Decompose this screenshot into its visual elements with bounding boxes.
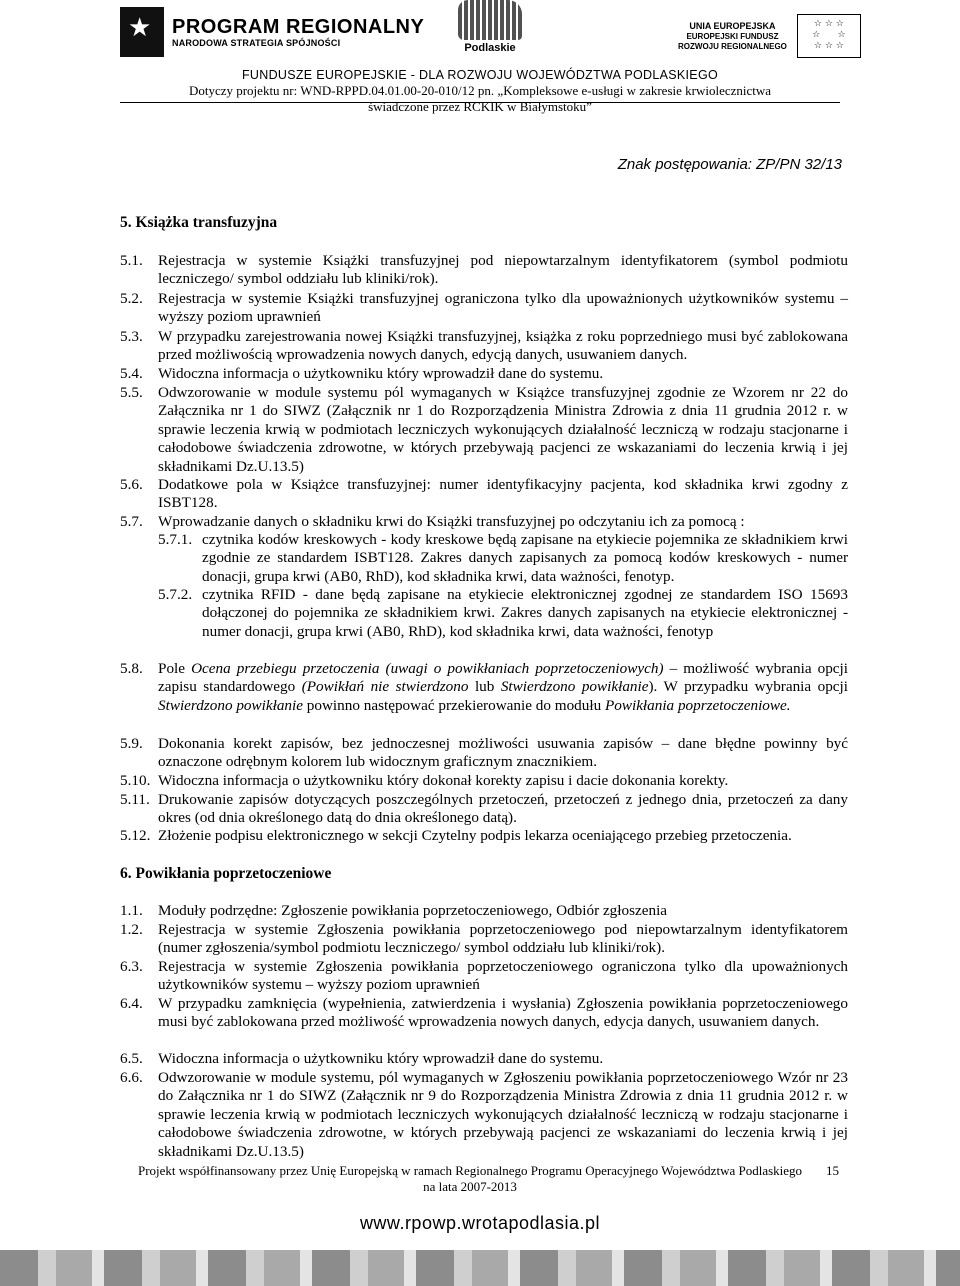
item-number: 5.8. [120, 660, 143, 677]
sub-list-item [158, 531, 848, 586]
footer-line2: na lata 2007-2013 [423, 1179, 517, 1194]
eu-logo [678, 14, 861, 58]
program-regionalny-emblem [120, 7, 164, 57]
item-text: Odwzorowanie w module systemu pól wymaganych w Książce transfuzyjnej zgodnie ze Wzorem nr 22 do Załącznika nr 1 do SIWZ (Załącznik nr 1 do Rozporządzenia Ministra Zdrowia z dnia 11 grudnia 2012 r. w sprawie leczenia krwią w podmiotach leczniczych wykonujących działalność leczniczą w rodzaju stacjonarne i całodobowe świadczenia zdrowotne, w których przebywają pacjenci ze wskazaniami do leczenia krwią i jej składnikami Dz.U.13.5) [158, 384, 848, 475]
section-5-title: 5. Książka transfuzyjna [120, 214, 278, 231]
item-text: Odwzorowanie w module systemu, pól wymaganych w Zgłoszeniu powikłania poprzetoczeniowego Wzór nr 23 do Załącznika nr 1 do SIWZ (Załącznik nr 9 do Rozporządzenia Ministra Zdrowia z dnia 11 grudnia 2012 r. w sprawie leczenia krwią w podmiotach leczniczych wykonujących działalność leczniczą w rodzaju stacjonarne i całodobowe świadczenia zdrowotne, w których przebywają pacjenci ze wskazaniami do leczenia krwią i jej składnikami Dz.U.13.5) [158, 1069, 848, 1160]
program-regionalny-text: PROGRAM REGIONALNY [172, 15, 425, 38]
item-number: 5.6. [120, 476, 143, 493]
funds-header: FUNDUSZE EUROPEJSKIE - DLA ROZWOJU WOJEWÓDZTWA PODLASKIEGO [241, 68, 718, 82]
eu-line3: ROZWOJU REGIONALNEGO [678, 41, 787, 51]
sub-item-text: czytnika RFID - dane będą zapisane na etykiecie elektronicznej zgodnej ze standardem ISO 15693 dołączonej do pojemnika ze składnikiem krwi. Zakres danych zapisanych na etykiecie elektronicznej - numer donacji, grupa krwi (AB0, RhD), kod składnika krwi, data ważności, fenotyp [202, 586, 848, 640]
item-text: Moduły podrzędne: Zgłoszenie powikłania poprzetoczeniowego, Odbiór zgłoszenia [158, 902, 668, 919]
list-item [120, 513, 848, 531]
item-text: Rejestracja w systemie Książki transfuzyjnej pod niepowtarzalnym identyfikatorem (symbol podmiotu leczniczego/ symbol oddziału lub kliniki/rok). [158, 252, 848, 288]
item-text: Widoczna informacja o użytkowniku który wprowadził dane do systemu. [158, 1050, 604, 1067]
item-text: Wprowadzanie danych o składniku krwi do Książki transfuzyjnej po odczytaniu ich za pomocą : [158, 513, 745, 530]
item-text: W przypadku zarejestrowania nowej Książki transfuzyjnej, książka z roku poprzedniego musi być zablokowana przed możliwością wprowadzenia nowych danych, edycją danych, usuwaniem danych. [158, 328, 848, 364]
item-text: Dodatkowe pola w Książce transfuzyjnej: numer identyfikacyjny pacjenta, kod składnika krwi zgodny z ISBT128. [158, 476, 848, 512]
item-number: 5.10. [120, 772, 151, 789]
bison-icon [458, 0, 522, 40]
footer-stripes [0, 1250, 960, 1286]
item-text: W przypadku zamknięcia (wypełnienia, zatwierdzenia i wysłania) Zgłoszenia powikłania poprzetoczeniowego musi być zablokowana przed możliwość wprowadzenia nowych danych, edycja danych, usuwaniem danych. [158, 995, 848, 1031]
sub-list-item [158, 586, 848, 641]
item-number: 5.4. [120, 365, 143, 382]
item-number: 5.5. [120, 384, 143, 401]
header-divider [120, 102, 840, 103]
eu-flag-icon [797, 14, 861, 58]
list-item [120, 290, 848, 327]
item-number: 6.4. [120, 995, 143, 1012]
list-item [120, 735, 848, 772]
eu-line2: EUROPEJSKI FUNDUSZ [686, 31, 779, 41]
item-text: Rejestracja w systemie Książki transfuzyjnej ograniczona tylko dla upoważnionych użytkowników systemu – wyższy poziom uprawnień [158, 290, 848, 326]
list-item [120, 365, 848, 383]
website-url: www.rpowp.wrotapodlasia.pl [359, 1213, 601, 1233]
item-text: Dokonania korekt zapisów, bez jednoczesnej możliwości usuwania zapisów – dane błędne powinny być oznaczone odrębnym kolorem lub widocznym graficznym znacznikiem. [158, 735, 848, 771]
list-item [120, 827, 848, 845]
sub-item-number: 5.7.1. [158, 531, 193, 548]
item-number: 1.2. [120, 921, 143, 938]
eu-line1: UNIA EUROPEJSKA [689, 20, 776, 31]
podlaskie-text: Podlaskie [464, 42, 516, 54]
nss-text: NARODOWA STRATEGIA SPÓJNOŚCI [172, 37, 341, 48]
sub-item-number: 5.7.2. [158, 586, 193, 603]
item-text: Rejestracja w systemie Zgłoszenia powikłania poprzetoczeniowego ograniczona tylko dla upoważnionych użytkowników systemu – wyższy poziom uprawnień [158, 958, 848, 994]
page-number: 15 [826, 1163, 839, 1178]
item-number: 6.5. [120, 1050, 143, 1067]
list-item [120, 772, 848, 790]
item-text: Pole Ocena przebiegu przetoczenia (uwagi o powikłaniach poprzetoczeniowych) – możliwość wybrania opcji zapisu standardowego (Powikłań nie stwierdzono lub Stwierdzono powikłanie). W przypadku wybrania opcji Stwierdzono powikłanie powinno następować przekierowanie do modułu Powikłania poprzetoczeniowe. [158, 660, 848, 714]
eu-stars-icon: ☆ ☆ ☆ ☆ ☆ ☆ ☆ ☆ [812, 19, 846, 51]
list-item [120, 252, 848, 289]
project-header [0, 83, 960, 115]
item-number: 5.11. [120, 791, 150, 808]
list-item [120, 1050, 848, 1068]
footer-line1: Projekt współfinansowany przez Unię Europejską w ramach Regionalnego Programu Operacyjnego Województwa Podlaskiego [137, 1163, 803, 1178]
list-item [120, 791, 848, 828]
item-number: 5.3. [120, 328, 143, 345]
item-number: 5.12. [120, 827, 151, 844]
logo-bar [0, 0, 960, 62]
list-item [120, 660, 848, 715]
list-item [120, 384, 848, 476]
list-item [120, 902, 848, 920]
item-number: 5.7. [120, 513, 143, 530]
list-item [120, 958, 848, 995]
list-item [120, 921, 848, 958]
list-item [120, 995, 848, 1032]
project-line2: świadczone przez RCKIK w Białymstoku” [368, 99, 592, 114]
item-text: Widoczna informacja o użytkowniku który wprowadził dane do systemu. [158, 365, 604, 382]
star-icon: ★ [128, 13, 152, 43]
list-item [120, 476, 848, 513]
item-text: Rejestracja w systemie Zgłoszenia powikłania poprzetoczeniowego pod niepowtarzalnym identyfikatorem (numer zgłoszenia/symbol podmiotu leczniczego/ symbol oddziału lub kliniki/rok). [158, 921, 848, 957]
item-number: 6.3. [120, 958, 143, 975]
program-regionalny-logo [120, 6, 424, 58]
section-6-title: 6. Powikłania poprzetoczeniowe [120, 865, 332, 882]
sub-item-text: czytnika kodów kreskowych - kody kreskowe będą zapisane na etykiecie pojemnika ze składnikiem krwi zgodnie ze standardem ISBT128. Zakres danych zapisanych za pomocą kodów kreskowych - numer donacji, grupa krwi (AB0, RhD), kod składnika krwi, data ważności, fenotyp. [202, 531, 848, 585]
list-item [120, 328, 848, 365]
item-text: Drukowanie zapisów dotyczących poszczególnych przetoczeń, przetoczeń z jednego dnia, przetoczeń za dany okres (od dnia określonego datą do dnia określonego datą). [158, 791, 848, 827]
item-number: 6.6. [120, 1069, 143, 1086]
project-line1: Dotyczy projektu nr: WND-RPPD.04.01.00-20-010/12 pn. „Kompleksowe e-usługi w zakresie krwiolecznictwa [188, 83, 772, 98]
podlaskie-logo [455, 0, 525, 58]
item-number: 5.1. [120, 252, 143, 269]
list-item [120, 1069, 848, 1161]
item-text: Złożenie podpisu elektronicznego w sekcji Czytelny podpis lekarza oceniającego przebieg przetoczenia. [158, 827, 792, 844]
item-number: 5.9. [120, 735, 143, 752]
item-number: 1.1. [120, 902, 143, 919]
item-text: Widoczna informacja o użytkowniku który dokonał korekty zapisu i dacie dokonania korekty. [158, 772, 729, 789]
page-footer [120, 1163, 820, 1195]
case-number: Znak postępowania: ZP/PN 32/13 [617, 156, 842, 173]
item-number: 5.2. [120, 290, 143, 307]
